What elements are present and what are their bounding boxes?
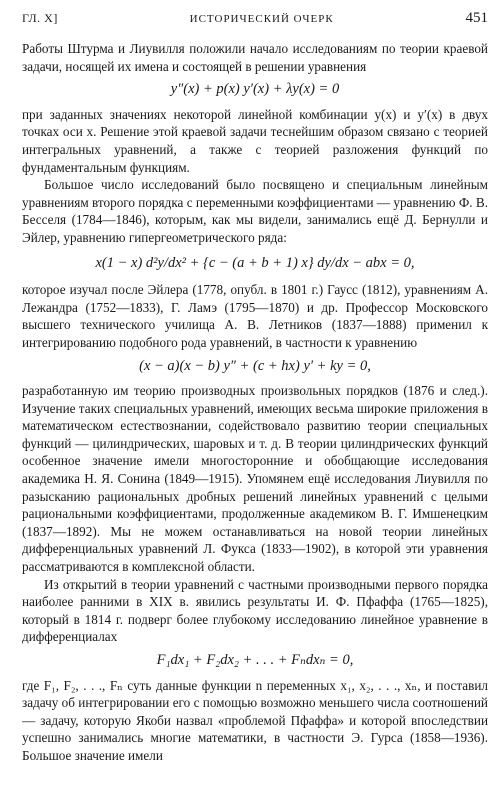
equation-sturm-liouville: y″(x) + p(x) y′(x) + λy(x) = 0	[170, 81, 340, 98]
equation-hypergeometric: x(1 − x) d²y/dx² + {c − (a + b + 1) x} dy/dx − abx = 0,	[95, 254, 415, 271]
running-title: ИСТОРИЧЕСКИЙ ОЧЕРК	[189, 13, 334, 25]
page-number: 451	[465, 10, 488, 26]
paragraph-boundary-problem: при заданных значениях некоторой линейной комбинации y(x) и y′(x) в двух точках оси x. Решение этой краевой задачи теснейшим образом связано с теорией интегральных уравнений, а также с теорией разложения функций по фундаментальным функциям.	[22, 106, 488, 175]
paragraph-pfaff: Из открытий в теории уравнений с частными производными первого порядка наиболее ранними в XIX в. явились результаты И. Ф. Пфаффа (1765—1825), который в 1814 г. подверг более глубокому исследованию линейное уравнение в дифференциалах	[22, 576, 488, 645]
paragraph-special-functions: разработанную им теорию производных произвольных порядков (1876 и след.). Изучение таких специальных уравнений, имеющих весьма широкие приложения в математическом естествознании, содействовало развитию теории специальных функций — цилиндрических, шаровых и т. д. В теории цилиндрических функций особенное значение имели многосторонние и обобщающие исследования академика Н. Я. Сонина (1849—1915). Упомянем ещё исследования Лиувилля по разысканию рациональных дробных решений линейных уравнений с целыми рациональными коэффициентами, продолженные академиком В. Г. Имшенецким (1837—1892). Мы не можем останавливаться на новой теории линейных дифференциальных уравнений Л. Фукса (1833—1902), в которой эти уравнения рассматриваются в комплексной области.	[22, 383, 489, 575]
equation-letnikov: (x − a)(x − b) y″ + (c + hx) y′ + ky = 0,	[139, 357, 371, 374]
running-head	[22, 10, 488, 36]
equation-pfaff: F₁dx₁ + F₂dx₂ + . . . + Fₙdxₙ = 0,	[156, 652, 354, 668]
paragraph-special-equations: Большое число исследований было посвящено и специальным линейным уравнениям второго порядка с переменными коэффициентами — уравнению Ф. В. Бесселя (1784—1846), которым, как мы видели, занимались ещё Д. Бернулли и Эйлер, уравнению гипергеометрического ряда:	[22, 177, 488, 245]
chapter-marker: ГЛ. X]	[22, 11, 58, 25]
paragraph-pfaff-problem: где F₁, F₂, . . ., Fₙ суть данные функции n переменных x₁, x₂, . . ., xₙ, и поставил задачу об интегрировании его с помощью возможно меньшего числа соотношений — задачу, которую Якоби назвал «проблемой Пфаффа» и которой впоследствии успешно занимались многие математики, в частности Э. Гурса (1858—1936). Большое значение имели	[22, 677, 488, 763]
paragraph-gauss-letnikov: которое изучал после Эйлера (1778, опубл. в 1801 г.) Гаусс (1812), уравнениям А. Лежандра (1752—1833), Г. Ламэ (1795—1870) и др. Профессор Московского высшего технического училища А. В. Летников (1837—1888) применил к интегрированию подобного рода уравнений, в частности к уравнению	[22, 282, 488, 350]
paragraph-sturm-liouville: Работы Штурма и Лиувилля положили начало исследованиям по теории краевой задачи, носящей их имена и состоящей в решении уравнения	[22, 41, 488, 74]
